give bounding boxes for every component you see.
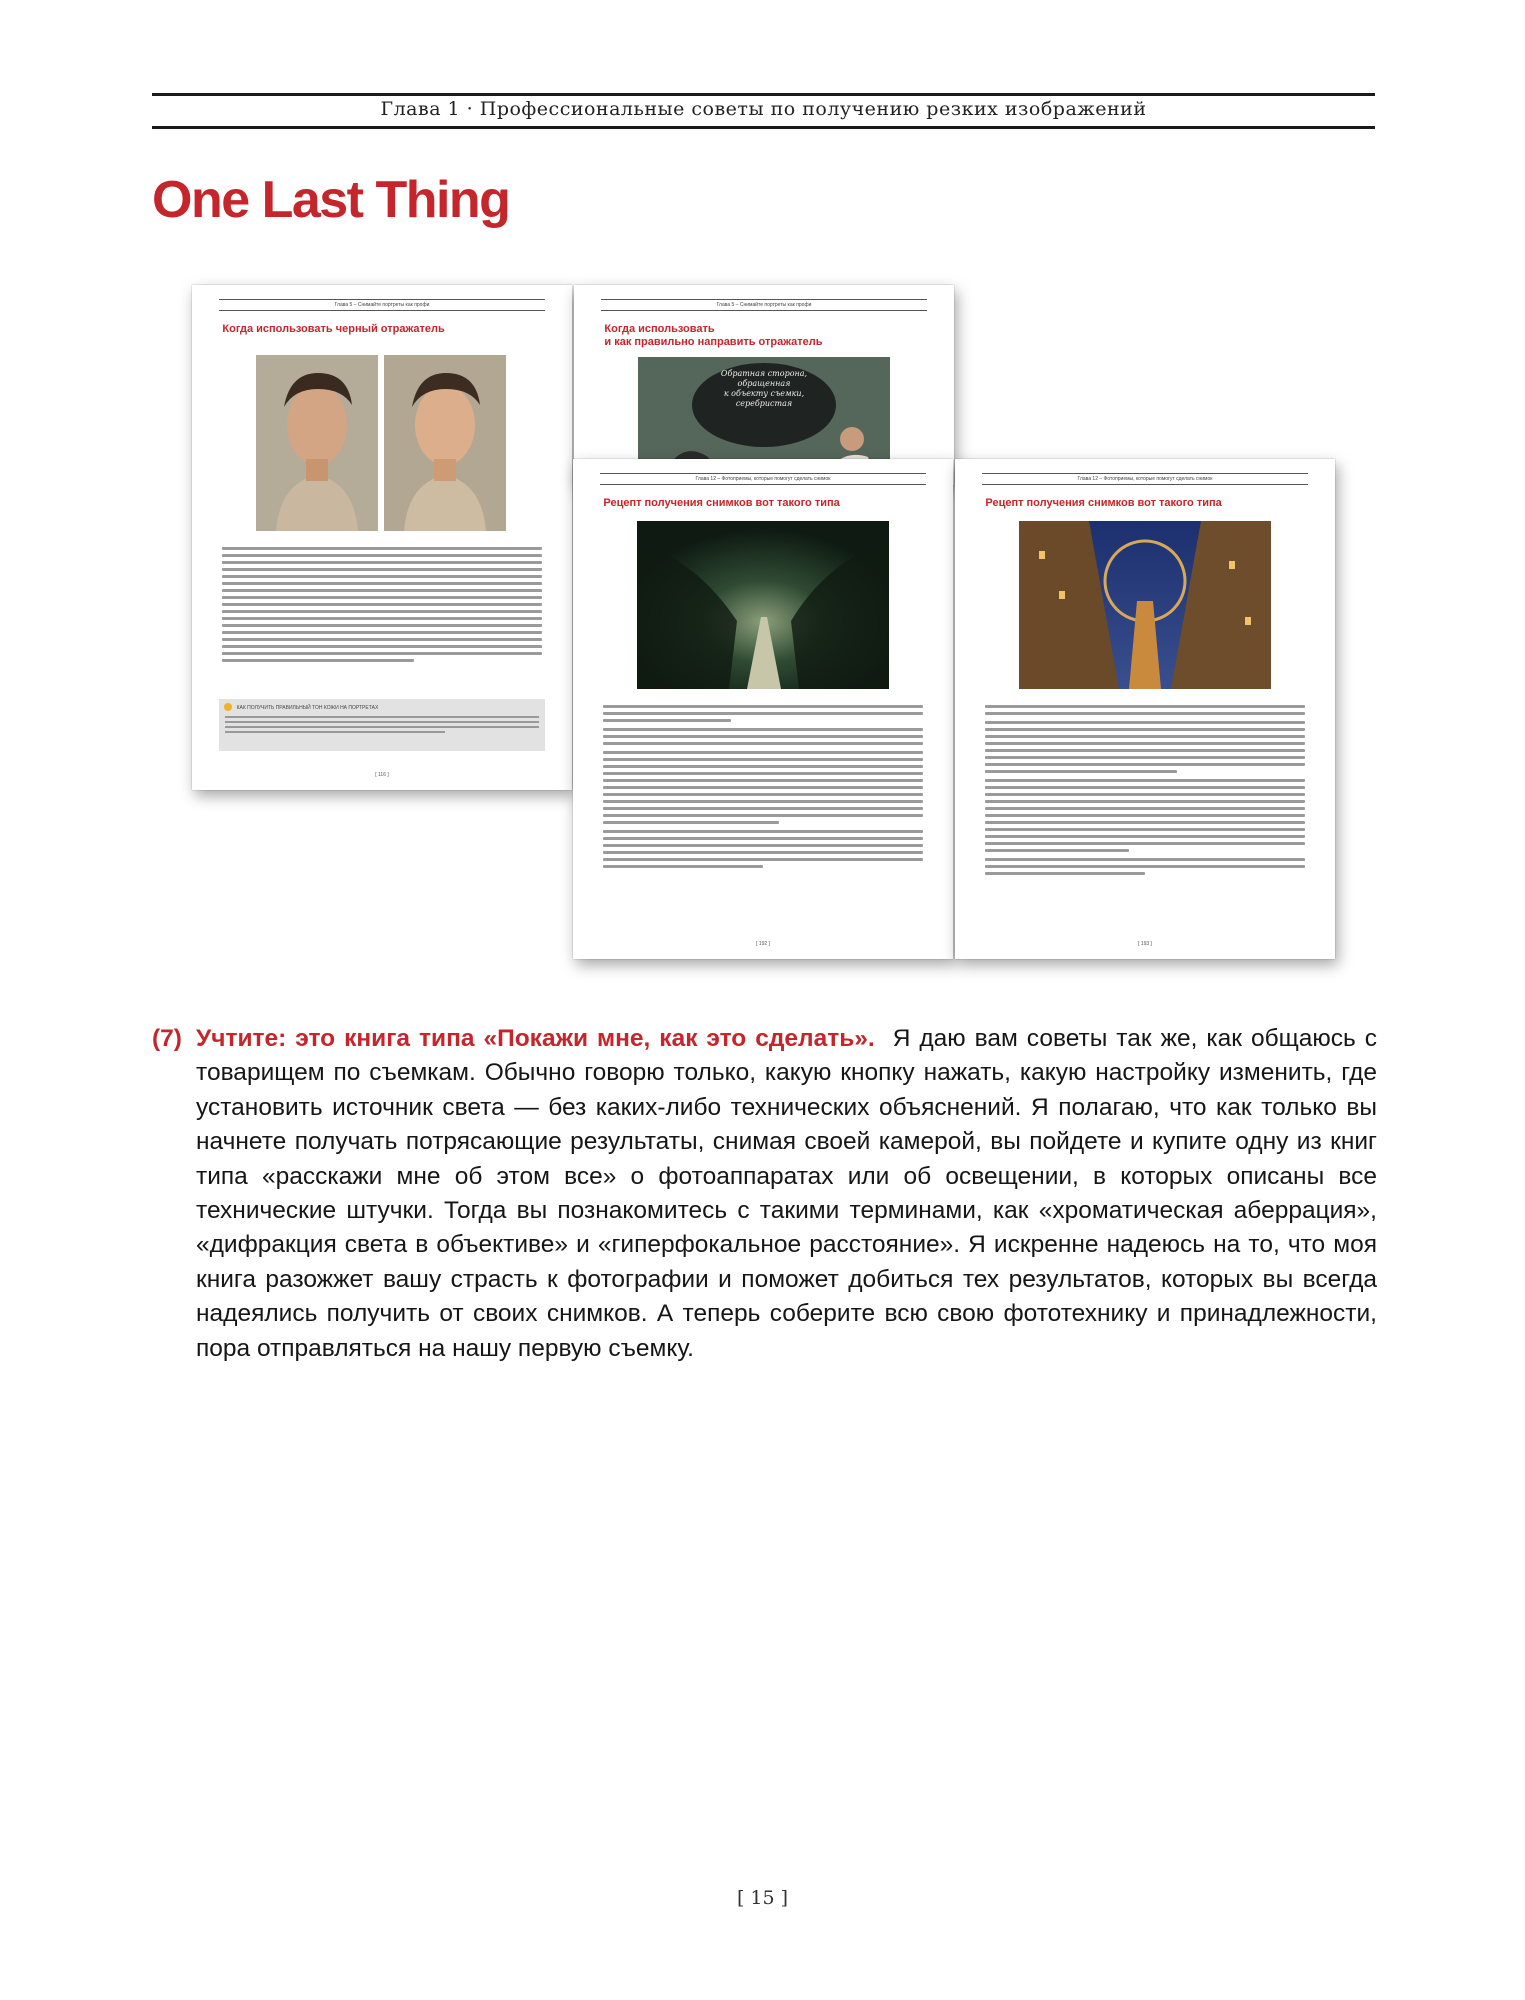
atlas-statue-photo bbox=[1019, 521, 1271, 689]
header-bottom-rule bbox=[152, 126, 1375, 129]
mini-page-title: Рецепт получения снимков вот такого типа bbox=[985, 497, 1222, 509]
front-right-page bbox=[955, 459, 1335, 959]
night-city-icon bbox=[1019, 521, 1271, 689]
tree-tunnel-icon bbox=[637, 521, 889, 689]
mini-folio: [ 116 ] bbox=[375, 772, 389, 778]
back-right-page bbox=[574, 285, 954, 485]
body-text-lines bbox=[222, 547, 541, 666]
body-text-lines bbox=[985, 705, 1304, 879]
paragraph-lead: Учтите: это книга типа «Покажи мне, как это сделать». bbox=[196, 1025, 875, 1052]
page-number: [ 15 ] bbox=[736, 1887, 789, 1909]
face-silhouette-icon bbox=[384, 355, 506, 531]
mini-running-head: Глава 12 – Фотоприемы, которые помогут сделать снимок bbox=[982, 473, 1309, 485]
paragraph-text bbox=[196, 1022, 1377, 1366]
body-text-lines bbox=[603, 705, 922, 872]
bulb-icon bbox=[224, 703, 232, 711]
top-rule bbox=[152, 93, 1375, 96]
mini-folio: [ 192 ] bbox=[756, 941, 770, 947]
paragraph-body: Я даю вам советы так же, как общаюсь с товарищем по съемкам. Обычно говорю только, какую кнопку нажать, какую настройку изменить, где установить источник света — без каких-либо технических объяснений. Я полагаю, что как только вы начнете получать потрясающие результаты, снимая своей камерой, вы пойдете и купите одну из книг типа «расскажи мне об этом все» о фотоаппаратах или об освещении, в которых описаны все технические штучки. Тогда вы познакомитесь с такими терминами, как «хроматическая аберрация», «дифракция света в объективе» и «гиперфокальное расстояние». Я искренне надеюсь на то, что моя книга разожжет вашу страсть к фотографии и поможет добиться тех результатов, которых вы всегда надеялись получить от своих снимков. А теперь соберите всю свою фототехнику и принадлежности, пора отправляться на нашу первую съемку. bbox=[196, 1025, 1377, 1362]
tip-title: КАК ПОЛУЧИТЬ ПРАВИЛЬНЫЙ ТОН КОЖИ НА ПОРТРЕТАХ bbox=[236, 705, 379, 711]
mini-page-title: Когда использовать черный отражатель bbox=[222, 323, 445, 335]
dark-hedges-photo bbox=[637, 521, 889, 689]
mini-page-title: Рецепт получения снимков вот такого типа bbox=[603, 497, 840, 509]
mini-running-head: Глава 12 – Фотоприемы, которые помогут сделать снимок bbox=[600, 473, 927, 485]
chapter-title: One Last Thing bbox=[152, 171, 510, 229]
front-left-page bbox=[573, 459, 953, 959]
mini-page-title: Когда использовать и как правильно направить отражатель bbox=[604, 323, 823, 348]
mini-running-head: Глава 5 – Снимайте портреты как профи bbox=[219, 299, 546, 311]
paragraph-number: (7) bbox=[152, 1025, 182, 1052]
portrait-photo-left bbox=[256, 355, 378, 531]
tip-paragraph bbox=[152, 1022, 1377, 1366]
reflector-caption: Обратная сторона, обращенная к объекту съемки, серебристая bbox=[720, 369, 808, 408]
portrait-photo-right bbox=[384, 355, 506, 531]
mini-folio: [ 193 ] bbox=[1138, 941, 1152, 947]
back-left-page bbox=[192, 285, 572, 790]
face-silhouette-icon bbox=[256, 355, 378, 531]
running-head: Глава 1 · Профессиональные советы по получению резких изображений bbox=[380, 98, 1147, 120]
tip-box bbox=[219, 699, 546, 751]
mini-running-head: Глава 5 – Снимайте портреты как профи bbox=[601, 299, 928, 311]
